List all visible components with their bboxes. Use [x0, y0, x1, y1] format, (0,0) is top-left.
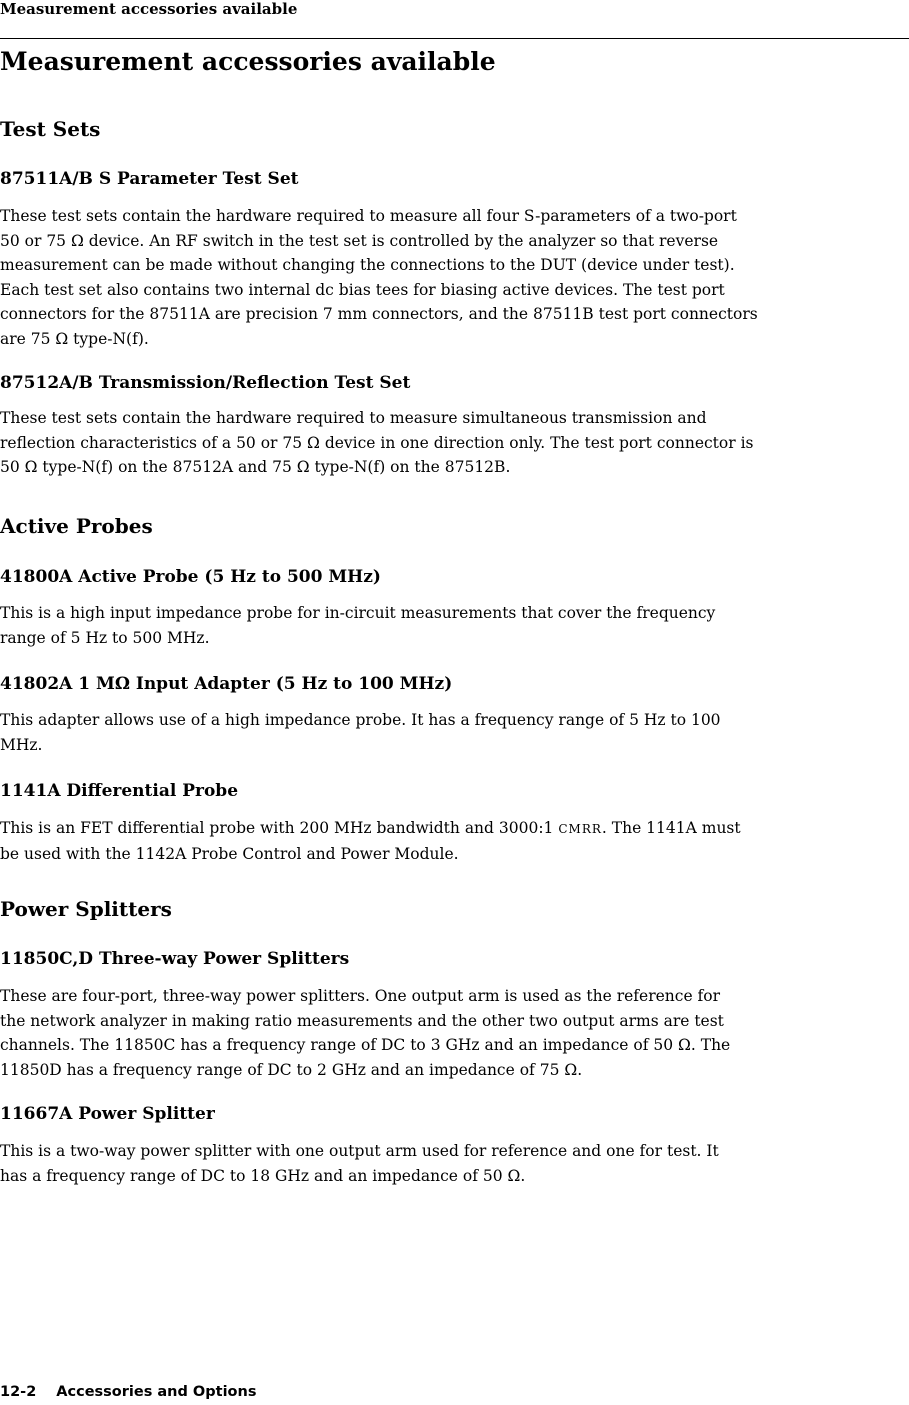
text-line: has a frequency range of DC to 18 GHz and an impedance of 50 Ω. [0, 1166, 526, 1185]
text-line: reflection characteristics of a 50 or 75 Ω device in one direction only. The test port connector is [0, 433, 754, 452]
footer-section-name: Accessories and Options [56, 1384, 257, 1400]
text-line: 50 Ω type-N(f) on the 87512A and 75 Ω type-N(f) on the 87512B. [0, 458, 511, 476]
text-line: be used with the 1142A Probe Control and Power Module. [0, 844, 459, 863]
text-line: Each test set also contains two internal dc bias tees for biasing active devices. The test port [0, 280, 725, 299]
item-heading-41802a: 41802A 1 MΩ Input Adapter (5 Hz to 100 MHz) [0, 674, 453, 694]
paragraph-87512ab [0, 406, 906, 480]
paragraph-11667a [0, 1139, 906, 1188]
item-heading-11850cd: 11850C,D Three-way Power Splitters [0, 949, 350, 969]
page-footer [0, 1383, 256, 1401]
text-line: These test sets contain the hardware required to measure all four S-parameters of a two-port [0, 207, 737, 225]
item-heading-11667a: 11667A Power Splitter [0, 1104, 215, 1124]
section-heading-power-splitters: Power Splitters [0, 897, 172, 921]
text-line: measurement can be made without changing the connections to the DUT (device under test). [0, 256, 735, 274]
section-heading-test-sets: Test Sets [0, 117, 101, 141]
cmrr-abbreviation: CMRR [558, 822, 602, 836]
paragraph-87511ab [0, 204, 906, 351]
text-line: This adapter allows use of a high impedance probe. It has a frequency range of 5 Hz to 100 [0, 711, 721, 729]
text-line: 11850D has a frequency range of DC to 2 GHz and an impedance of 75 Ω. [0, 1060, 583, 1079]
item-heading-1141a: 1141A Differential Probe [0, 781, 239, 801]
text-line: channels. The 11850C has a frequency range of DC to 3 GHz and an impedance of 50 Ω. The [0, 1036, 731, 1054]
text-line: This is a two-way power splitter with one output arm used for reference and one for test. It [0, 1142, 719, 1160]
text-line [0, 816, 906, 842]
text-line: 50 or 75 Ω device. An RF switch in the test set is controlled by the analyzer so that reverse [0, 231, 719, 250]
text-run: . The 1141A must [601, 819, 741, 837]
text-line: These test sets contain the hardware required to measure simultaneous transmission and [0, 409, 707, 427]
paragraph-41802a [0, 708, 906, 757]
header-rule [0, 38, 909, 39]
item-heading-87511ab: 87511A/B S Parameter Test Set [0, 169, 299, 189]
text-line: the network analyzer in making ratio measurements and the other two output arms are test [0, 1011, 724, 1030]
page-number: 12-2 [0, 1384, 37, 1400]
running-header: Measurement accessories available [0, 0, 298, 18]
text-line: connectors for the 87511A are precision 7 mm connectors, and the 87511B test port connectors [0, 305, 758, 323]
text-line: MHz. [0, 735, 43, 754]
paragraph-11850cd [0, 984, 906, 1082]
text-line: are 75 Ω type-N(f). [0, 329, 149, 348]
text-line: These are four-port, three-way power splitters. One output arm is used as the reference for [0, 987, 721, 1005]
paragraph-41800a [0, 601, 906, 650]
text-run: This is an FET differential probe with 200 MHz bandwidth and 3000:1 [0, 819, 554, 837]
section-heading-active-probes: Active Probes [0, 514, 153, 538]
page-title: Measurement accessories available [0, 47, 496, 76]
item-heading-87512ab: 87512A/B Transmission/Reflection Test Set [0, 373, 411, 393]
text-line: range of 5 Hz to 500 MHz. [0, 628, 210, 647]
item-heading-41800a: 41800A Active Probe (5 Hz to 500 MHz) [0, 567, 381, 587]
paragraph-1141a [0, 816, 906, 866]
text-line: This is a high input impedance probe for in-circuit measurements that cover the frequency [0, 604, 716, 622]
